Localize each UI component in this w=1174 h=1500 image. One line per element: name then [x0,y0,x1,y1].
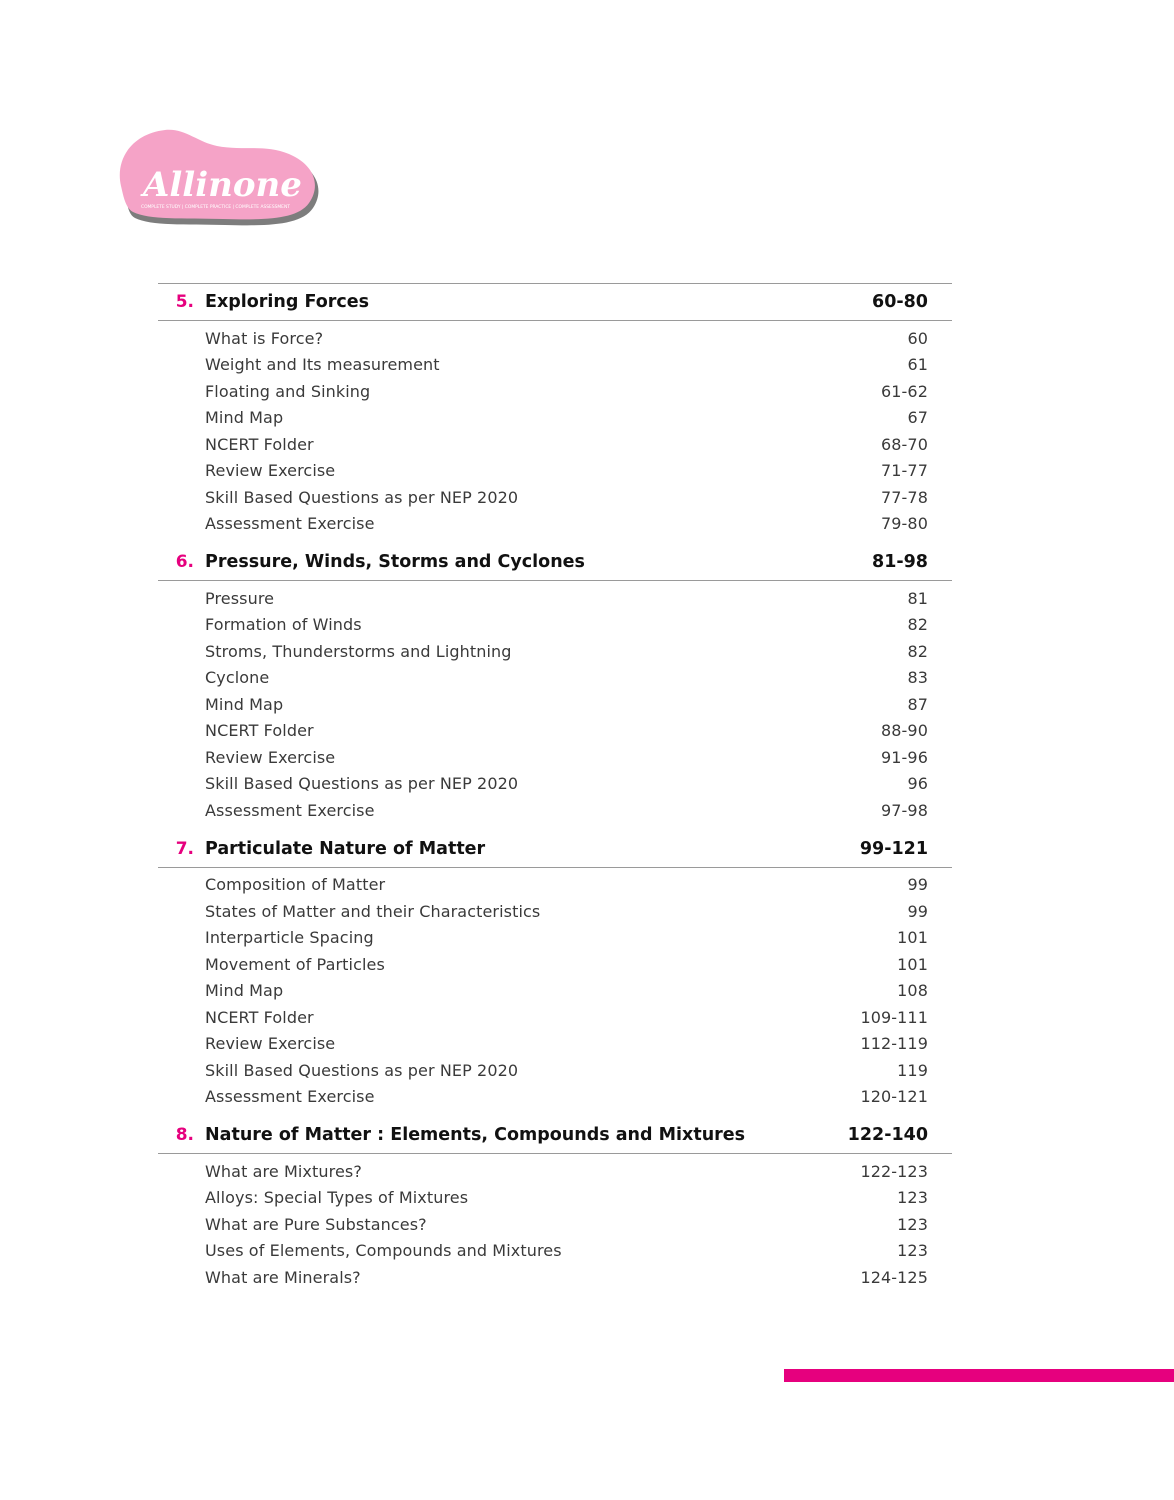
topic-row [158,665,952,692]
topic-row [158,978,952,1005]
topic-title: NCERT Folder [205,434,314,454]
chapter-header [158,544,952,581]
topic-title: Interparticle Spacing [205,928,374,948]
topic-row [158,925,952,952]
topic-page: 67 [907,408,928,428]
topic-title: Movement of Particles [205,954,385,974]
topic-row [158,1057,952,1084]
topic-list [158,868,952,1118]
chapter-pages: 60-80 [872,292,928,312]
topic-row [158,325,952,352]
chapter-title: Nature of Matter : Elements, Compounds and Mixtures [205,1125,746,1145]
topic-row [158,638,952,665]
topic-title: Assessment Exercise [205,800,375,820]
topic-title: Assessment Exercise [205,1087,375,1107]
chapter-number: 7. [175,838,194,859]
chapter-header [158,831,952,868]
topic-row [158,458,952,485]
topic-row [158,1004,952,1031]
topic-row [158,1211,952,1238]
logo-wordmark: Allinone [143,165,302,205]
topic-row [158,484,952,511]
topic-page: 123 [897,1214,928,1234]
topic-row [158,691,952,718]
topic-title: Mind Map [205,694,284,714]
topic-title: States of Matter and their Characteristics [205,901,541,921]
topic-title: Formation of Winds [205,615,362,635]
topic-title: Floating and Sinking [205,381,371,401]
topic-page: 99 [907,901,928,921]
topic-row [158,797,952,824]
topic-title: Stroms, Thunderstorms and Lightning [205,641,512,661]
topic-row [158,352,952,379]
topic-page: 101 [897,928,928,948]
topic-page: 61 [907,355,928,375]
topic-row [158,378,952,405]
topic-title: Skill Based Questions as per NEP 2020 [205,1060,519,1080]
topic-list [158,1154,952,1298]
topic-row [158,585,952,612]
topic-row [158,1031,952,1058]
topic-title: Review Exercise [205,461,336,481]
chapter-title: Exploring Forces [205,292,370,312]
chapter-number: 6. [175,552,194,572]
topic-page: 91-96 [881,747,928,767]
topic-title: Assessment Exercise [205,514,375,534]
chapter-header [158,1117,952,1154]
topic-page: 79-80 [881,514,928,534]
topic-row [158,431,952,458]
topic-title: Alloys: Special Types of Mixtures [205,1188,469,1208]
topic-row [158,405,952,432]
topic-page: 82 [907,615,928,635]
topic-page: 112-119 [860,1034,928,1054]
topic-row [158,1158,952,1185]
topic-page: 60 [907,328,928,348]
topic-page: 99 [907,875,928,895]
topic-row [158,872,952,899]
topic-title: NCERT Folder [205,1007,314,1027]
topic-title: Mind Map [205,408,284,428]
chapter-pages: 122-140 [847,1125,928,1145]
topic-page: 97-98 [881,800,928,820]
chapter-pages: 81-98 [872,552,928,572]
chapter-number: 5. [175,292,194,312]
topic-row [158,1264,952,1291]
topic-page: 101 [897,954,928,974]
topic-page: 81 [907,588,928,608]
topic-title: Review Exercise [205,1034,336,1054]
topic-page: 88-90 [881,721,928,741]
topic-row [158,718,952,745]
topic-page: 83 [907,668,928,688]
logo-tagline: COMPLETE STUDY | COMPLETE PRACTICE | COMPLETE ASSESSMENT [141,205,290,210]
topic-row [158,898,952,925]
topic-title: Composition of Matter [205,875,386,895]
chapter-pages: 99-121 [859,838,928,859]
chapter-title: Particulate Nature of Matter [205,838,486,859]
topic-page: 122-123 [860,1161,928,1181]
topic-page: 96 [907,774,928,794]
topic-page: 109-111 [860,1007,928,1027]
topic-row [158,1084,952,1111]
topic-title: Weight and Its measurement [205,355,440,375]
topic-title: Skill Based Questions as per NEP 2020 [205,774,519,794]
chapter-header [158,283,952,321]
topic-page: 108 [897,981,928,1001]
topic-row [158,951,952,978]
topic-title: Uses of Elements, Compounds and Mixtures [205,1241,562,1261]
topic-row [158,612,952,639]
topic-title: What is Force? [205,328,324,348]
topic-title: What are Mixtures? [205,1161,362,1181]
topic-page: 123 [897,1188,928,1208]
topic-page: 77-78 [881,487,928,507]
topic-list [158,321,952,544]
topic-title: NCERT Folder [205,721,314,741]
topic-row [158,744,952,771]
topic-list [158,581,952,831]
topic-row [158,771,952,798]
topic-title: Mind Map [205,981,284,1001]
topic-page: 119 [897,1060,928,1080]
topic-page: 120-121 [860,1087,928,1107]
topic-page: 123 [897,1241,928,1261]
table-of-contents [158,283,952,1298]
topic-title: Review Exercise [205,747,336,767]
topic-title: Pressure [205,588,275,608]
allinone-logo [115,126,325,230]
chapter-number: 8. [175,1125,194,1145]
topic-page: 124-125 [860,1267,928,1287]
topic-page: 87 [907,694,928,714]
topic-row [158,1185,952,1212]
topic-page: 61-62 [881,381,928,401]
topic-title: What are Pure Substances? [205,1214,427,1234]
topic-page: 82 [907,641,928,661]
topic-row [158,511,952,538]
chapter-title: Pressure, Winds, Storms and Cyclones [205,552,585,572]
topic-page: 68-70 [881,434,928,454]
topic-row [158,1238,952,1265]
decorative-pink-bar [784,1369,1174,1382]
topic-title: What are Minerals? [205,1267,361,1287]
topic-title: Cyclone [205,668,270,688]
topic-page: 71-77 [881,461,928,481]
topic-title: Skill Based Questions as per NEP 2020 [205,487,519,507]
